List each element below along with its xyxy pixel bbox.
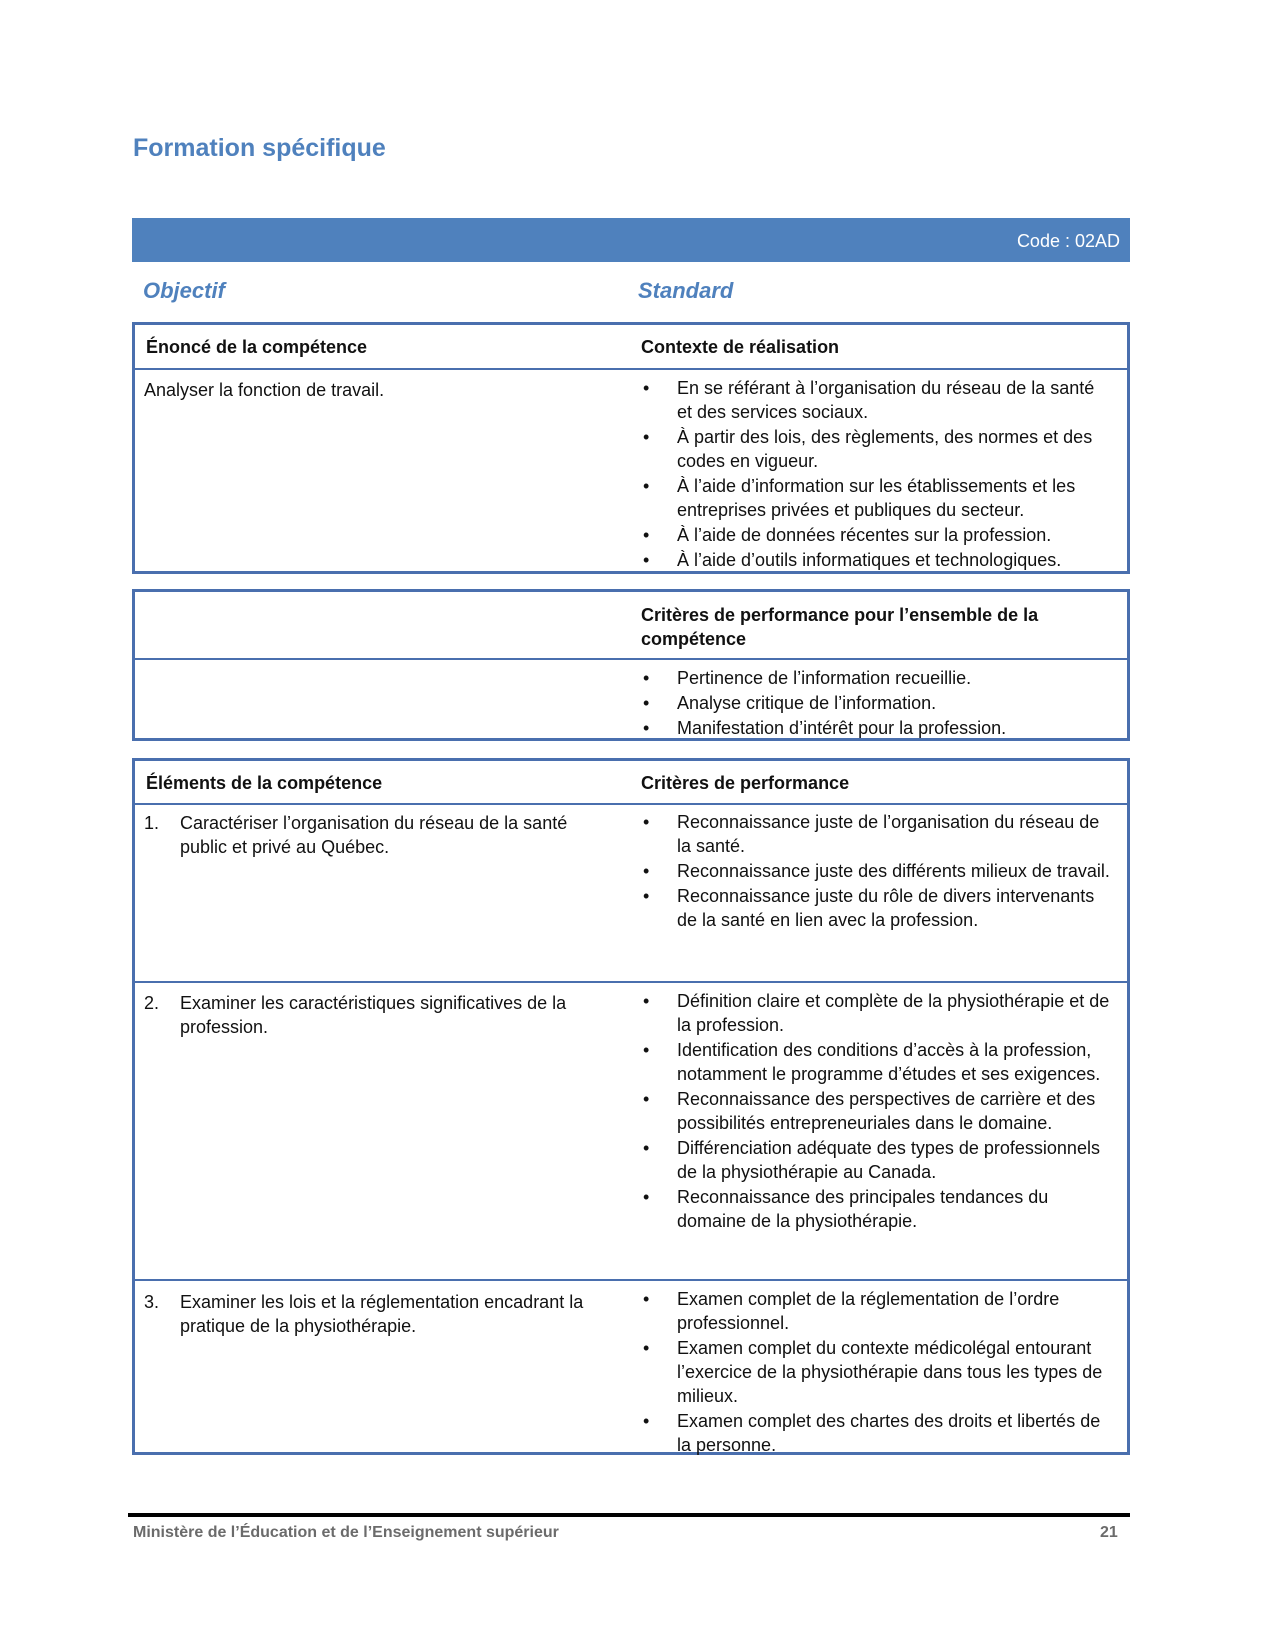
element-row-1 (135, 805, 1127, 981)
bullet-icon: • (643, 1187, 650, 1207)
criteres-ensemble-table (132, 589, 1130, 741)
bullet-icon: • (643, 861, 650, 881)
criteres-header: Critères de performance (641, 773, 850, 793)
list-item: • Reconnaissance des perspectives de carrière et des possibilités entrepreneuriales dans le domaine. (643, 1089, 1096, 1133)
list-item: • À partir des lois, des règlements, des normes et des codes en vigueur. (643, 427, 1093, 471)
bullet-icon: • (643, 812, 650, 832)
standard-heading: Standard (638, 278, 734, 303)
criteria-list (641, 1287, 1111, 1458)
bullet-icon: • (643, 1338, 650, 1358)
bullet-icon: • (643, 1289, 650, 1309)
bullet-icon: • (643, 718, 650, 738)
competence-header-row (135, 325, 1127, 370)
criteres-ensemble-body (135, 660, 1127, 740)
contexte-list (641, 376, 1111, 573)
list-item: • Identification des conditions d’accès à la profession, notamment le programme d’études et ses exigences. (643, 1040, 1101, 1084)
bullet-icon: • (643, 476, 650, 496)
element-text: 1. Caractériser l’organisation du réseau de la santé public et privé au Québec. (144, 813, 568, 857)
list-item: • Analyse critique de l’information. (643, 693, 937, 713)
element-text: 3. Examiner les lois et la réglementation encadrant la pratique de la physiothérapie. (144, 1292, 584, 1336)
bullet-icon: • (643, 991, 650, 1011)
criteres-ensemble-list (641, 666, 1111, 741)
bullet-icon: • (643, 1411, 650, 1431)
bullet-icon: • (643, 693, 650, 713)
bullet-icon: • (643, 550, 650, 570)
footer-divider (128, 1513, 1130, 1517)
list-item: • À l’aide de données récentes sur la profession. (643, 525, 1052, 545)
bullet-icon: • (643, 1138, 650, 1158)
list-item: • En se référant à l’organisation du réseau de la santé et des services sociaux. (643, 378, 1095, 422)
list-item: • Examen complet du contexte médicolégal entourant l’exercice de la physiothérapie dans tous les types de milieux. (643, 1338, 1103, 1406)
elements-header: Éléments de la compétence (146, 773, 383, 793)
objectif-heading: Objectif (143, 278, 225, 303)
list-item: • Pertinence de l’information recueillie. (643, 668, 972, 688)
page-title: Formation spécifique (133, 134, 386, 162)
bullet-icon: • (643, 427, 650, 447)
criteria-list (641, 989, 1111, 1234)
page-number: 21 (1100, 1524, 1118, 1541)
list-item: • Reconnaissance juste des différents milieux de travail. (643, 861, 1110, 881)
contexte-header: Contexte de réalisation (641, 337, 840, 357)
list-item: • Définition claire et complète de la physiothérapie et de la profession. (643, 991, 1110, 1035)
list-item: • Différenciation adéquate des types de professionnels de la physiothérapie au Canada. (643, 1138, 1100, 1182)
element-row-3 (135, 1279, 1127, 1455)
elements-table (132, 758, 1130, 1455)
elements-header-row (135, 761, 1127, 805)
list-item: • Reconnaissance juste du rôle de divers intervenants de la santé en lien avec la profession. (643, 886, 1095, 930)
list-item: • À l’aide d’information sur les établissements et les entreprises privées et publiques du secteur. (643, 476, 1076, 520)
code-bar (132, 218, 1130, 262)
list-item: • Manifestation d’intérêt pour la profession. (643, 718, 1007, 738)
list-item: • Reconnaissance des principales tendances du domaine de la physiothérapie. (643, 1187, 1049, 1231)
criteria-list (641, 810, 1111, 933)
bullet-icon: • (643, 668, 650, 688)
bullet-icon: • (643, 886, 650, 906)
enonce-text: Analyser la fonction de travail. (144, 380, 385, 400)
bullet-icon: • (643, 1040, 650, 1060)
bullet-icon: • (643, 1089, 650, 1109)
list-item: • Reconnaissance juste de l’organisation du réseau de la santé. (643, 812, 1100, 856)
criteres-ensemble-header-row (135, 592, 1127, 660)
competence-body (135, 370, 1127, 570)
list-item: • Examen complet des chartes des droits et libertés de la personne. (643, 1411, 1101, 1455)
list-item: • Examen complet de la réglementation de l’ordre professionnel. (643, 1289, 1060, 1333)
competence-table (132, 322, 1130, 574)
list-item: • À l’aide d’outils informatiques et technologiques. (643, 550, 1062, 570)
bullet-icon: • (643, 525, 650, 545)
footer-ministry: Ministère de l’Éducation et de l’Enseignement supérieur (133, 1524, 559, 1541)
program-code: Code : 02AD (1016, 231, 1120, 251)
element-text: 2. Examiner les caractéristiques significatives de la profession. (144, 993, 567, 1037)
bullet-icon: • (643, 378, 650, 398)
criteres-ensemble-header: Critères de performance pour l’ensemble de la compétence (641, 605, 1039, 649)
element-row-2 (135, 981, 1127, 1279)
enonce-header: Énoncé de la compétence (146, 337, 368, 357)
